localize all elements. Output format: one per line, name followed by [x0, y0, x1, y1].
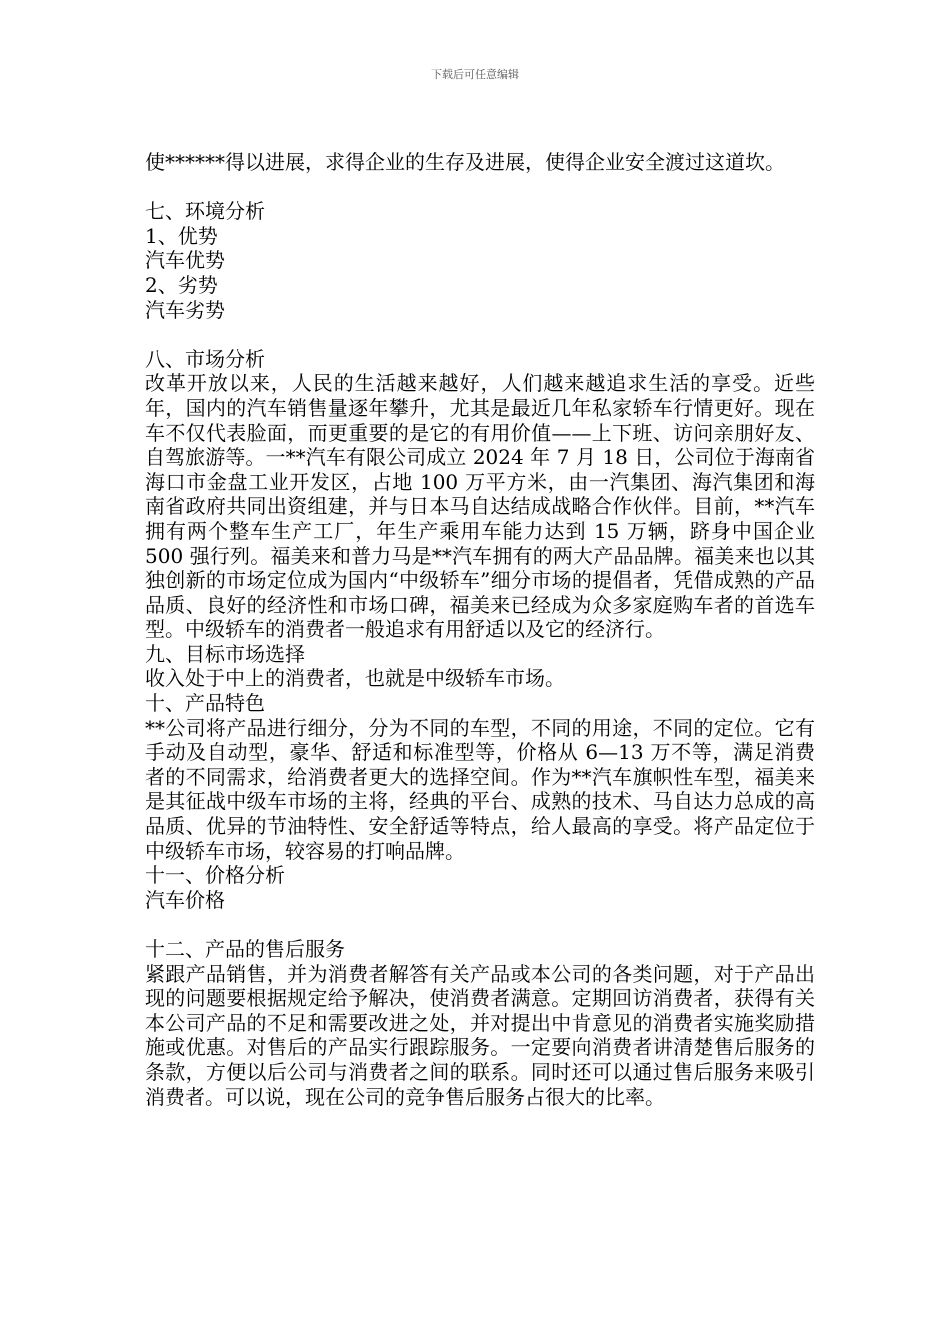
section-9-text: 收入处于中上的消费者，也就是中级轿车市场。 [145, 666, 565, 691]
section-7-2-text: 汽车劣势 [145, 297, 225, 322]
document-body [145, 150, 815, 1109]
intro-paragraph: 使******得以进展，求得企业的生存及进展，使得企业安全渡过这道坎。 [145, 150, 785, 174]
page-header-note: 下载后可任意编辑 [431, 68, 519, 81]
section-11-heading: 十一、价格分析 [145, 863, 285, 888]
spacer [145, 322, 815, 347]
section-12-text: 紧跟产品销售，并为消费者解答有关产品或本公司的各类问题，对于产品出现的问题要根据规定给予解决，使消费者满意。定期回访消费者，获得有关本公司产品的不足和需要改进之处，并对提出中肯意见的消费者实施奖励措施或优惠。对售后的产品实行跟踪服务。一定要向消费者讲清楚售后服务的条款，方便以后公司与消费者之间的联系。同时还可以通过售后服务来吸引消费者。可以说，现在公司的竞争售后服务占很大的比率。 [145, 961, 815, 1109]
section-9-heading: 九、目标市场选择 [145, 641, 305, 666]
section-10-heading: 十、产品特色 [145, 691, 265, 716]
section-8-text: 改革开放以来，人民的生活越来越好，人们越来越追求生活的享受。近些年，国内的汽车销售量逐年攀升，尤其是最近几年私家轿车行情更好。现在车不仅代表脸面，而更重要的是它的有用价值——上下班、访问亲朋好友、自驾旅游等。一**汽车有限公司成立 2024 年 7 月 18 日，公司位于海南省海口市金盘工业开发区，占地 100 万平方米，由一汽集团、海汽集团和海南省政府共同出资组建，并与日本马自达结成战略合作伙伴。目前，**汽车拥有两个整车生产工厂，年生产乘用车能力达到 15 万辆，跻身中国企业 500 强行列。福美来和普力马是**汽车拥有的两大产品品牌。福美来也以其独创新的市场定位成为国内“中级轿车”细分市场的提倡者，凭借成熟的产品品质、良好的经济性和市场口碑，福美来已经成为众多家庭购车者的首选车型。中级轿车的消费者一般追求有用舒适以及它的经济行。 [145, 371, 815, 642]
spacer [145, 912, 815, 937]
section-7-1-text: 汽车优势 [145, 248, 225, 273]
section-8-heading: 八、市场分析 [145, 346, 265, 371]
section-7-heading: 七、环境分析 [145, 199, 265, 224]
section-10-text: **公司将产品进行细分，分为不同的车型，不同的用途，不同的定位。它有手动及自动型，豪华、舒适和标准型等，价格从 6—13 万不等，满足消费者的不同需求，给消费者更大的选择空间。作为**汽车旗帜性车型，福美来是其征战中级车市场的主将，经典的平台、成熟的技术、马自达力总成的高品质、优异的节油特性、安全舒适等特点，给人最高的享受。将产品定位于中级轿车市场，较容易的打响品牌。 [145, 715, 815, 863]
spacer [145, 175, 815, 200]
section-12-heading: 十二、产品的售后服务 [145, 937, 345, 961]
section-11-text: 汽车价格 [145, 887, 225, 912]
section-7-2-heading: 2、劣势 [145, 272, 218, 297]
section-7-1-heading: 1、优势 [145, 223, 218, 248]
